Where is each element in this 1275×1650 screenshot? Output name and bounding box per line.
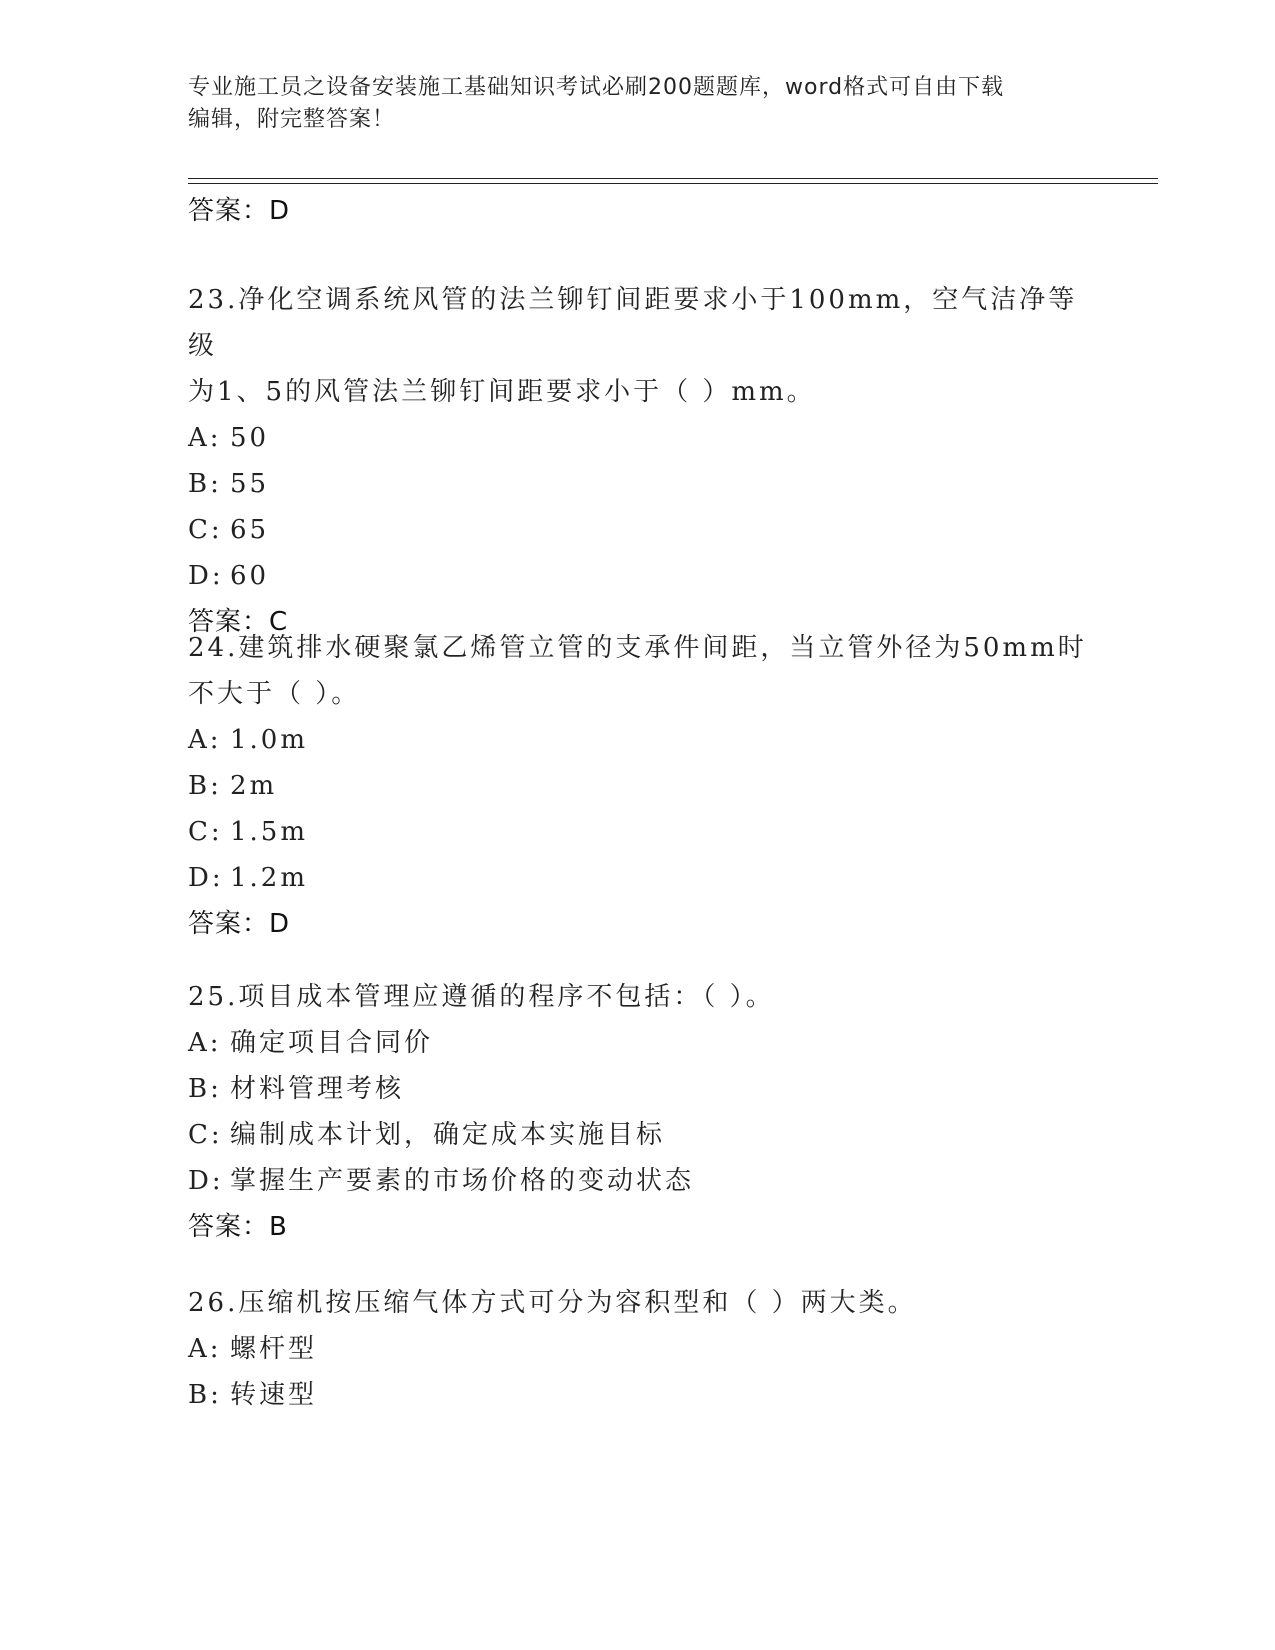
option-text: 材料管理考核: [230, 1074, 405, 1104]
option-key: B:: [188, 1380, 222, 1410]
option-key: D:: [188, 561, 224, 591]
option-a: [188, 1326, 1088, 1372]
option-a: [188, 1020, 1088, 1066]
option-a: [188, 717, 1088, 763]
option-key: B:: [188, 1074, 222, 1104]
question-text-line-1: 26.压缩机按压缩气体方式可分为容积型和（ ）两大类。: [188, 1288, 917, 1318]
option-key: A:: [188, 725, 222, 755]
option-c: [188, 809, 1088, 855]
option-text: 1.0m: [230, 725, 309, 755]
option-a: [188, 415, 1088, 461]
option-key: A:: [188, 1028, 222, 1058]
previous-answer-block: [188, 188, 1088, 234]
answer-label: 答案：D: [188, 196, 291, 226]
option-b: [188, 1066, 1088, 1112]
option-d: [188, 855, 1088, 901]
option-b: [188, 1372, 1088, 1418]
document-header: [188, 72, 1068, 136]
answer-label: 答案：C: [188, 607, 289, 637]
option-text: 55: [230, 469, 270, 499]
option-key: A:: [188, 1334, 222, 1364]
question-text-line-1: 24.建筑排水硬聚氯乙烯管立管的支承件间距，当立管外径为50mm时: [188, 633, 1087, 663]
question-23: [188, 277, 1088, 645]
option-b: [188, 763, 1088, 809]
option-text: 确定项目合同价: [230, 1028, 434, 1058]
answer-label: 答案：B: [188, 1212, 288, 1242]
option-c: [188, 1112, 1088, 1158]
option-key: B:: [188, 469, 222, 499]
option-text: 掌握生产要素的市场价格的变动状态: [230, 1166, 695, 1196]
option-text: 50: [230, 423, 270, 453]
option-key: C:: [188, 1120, 223, 1150]
option-text: 螺杆型: [230, 1334, 318, 1364]
option-key: D:: [188, 1166, 224, 1196]
option-text: 转速型: [230, 1380, 318, 1410]
option-text: 1.2m: [230, 863, 309, 893]
option-key: D:: [188, 863, 224, 893]
header-divider-bottom: [188, 183, 1158, 184]
header-line-2: 编辑，附完整答案！: [188, 107, 396, 132]
question-24: [188, 625, 1088, 947]
header-line-1: 专业施工员之设备安装施工基础知识考试必刷200题题库，word格式可自由下载: [188, 75, 1005, 100]
option-key: C:: [188, 817, 223, 847]
option-d: [188, 553, 1088, 599]
option-text: 1.5m: [230, 817, 309, 847]
question-text-line-2: 为1、5的风管法兰铆钉间距要求小于（ ）mm。: [188, 377, 816, 407]
option-key: B:: [188, 771, 222, 801]
option-key: C:: [188, 515, 223, 545]
option-d: [188, 1158, 1088, 1204]
question-text-line-1: 23.净化空调系统风管的法兰铆钉间距要求小于100mm，空气洁净等级: [188, 285, 1078, 361]
option-c: [188, 507, 1088, 553]
question-text-line-1: 25.项目成本管理应遵循的程序不包括：（ ）。: [188, 982, 775, 1012]
option-b: [188, 461, 1088, 507]
header-divider-top: [188, 178, 1158, 179]
question-26: [188, 1280, 1088, 1418]
option-text: 60: [230, 561, 270, 591]
option-text: 65: [230, 515, 270, 545]
option-text: 编制成本计划，确定成本实施目标: [230, 1120, 666, 1150]
question-text-line-2: 不大于（ ）。: [188, 679, 361, 709]
option-key: A:: [188, 423, 222, 453]
question-25: [188, 974, 1088, 1250]
answer-label: 答案：D: [188, 909, 291, 939]
option-text: 2m: [230, 771, 278, 801]
